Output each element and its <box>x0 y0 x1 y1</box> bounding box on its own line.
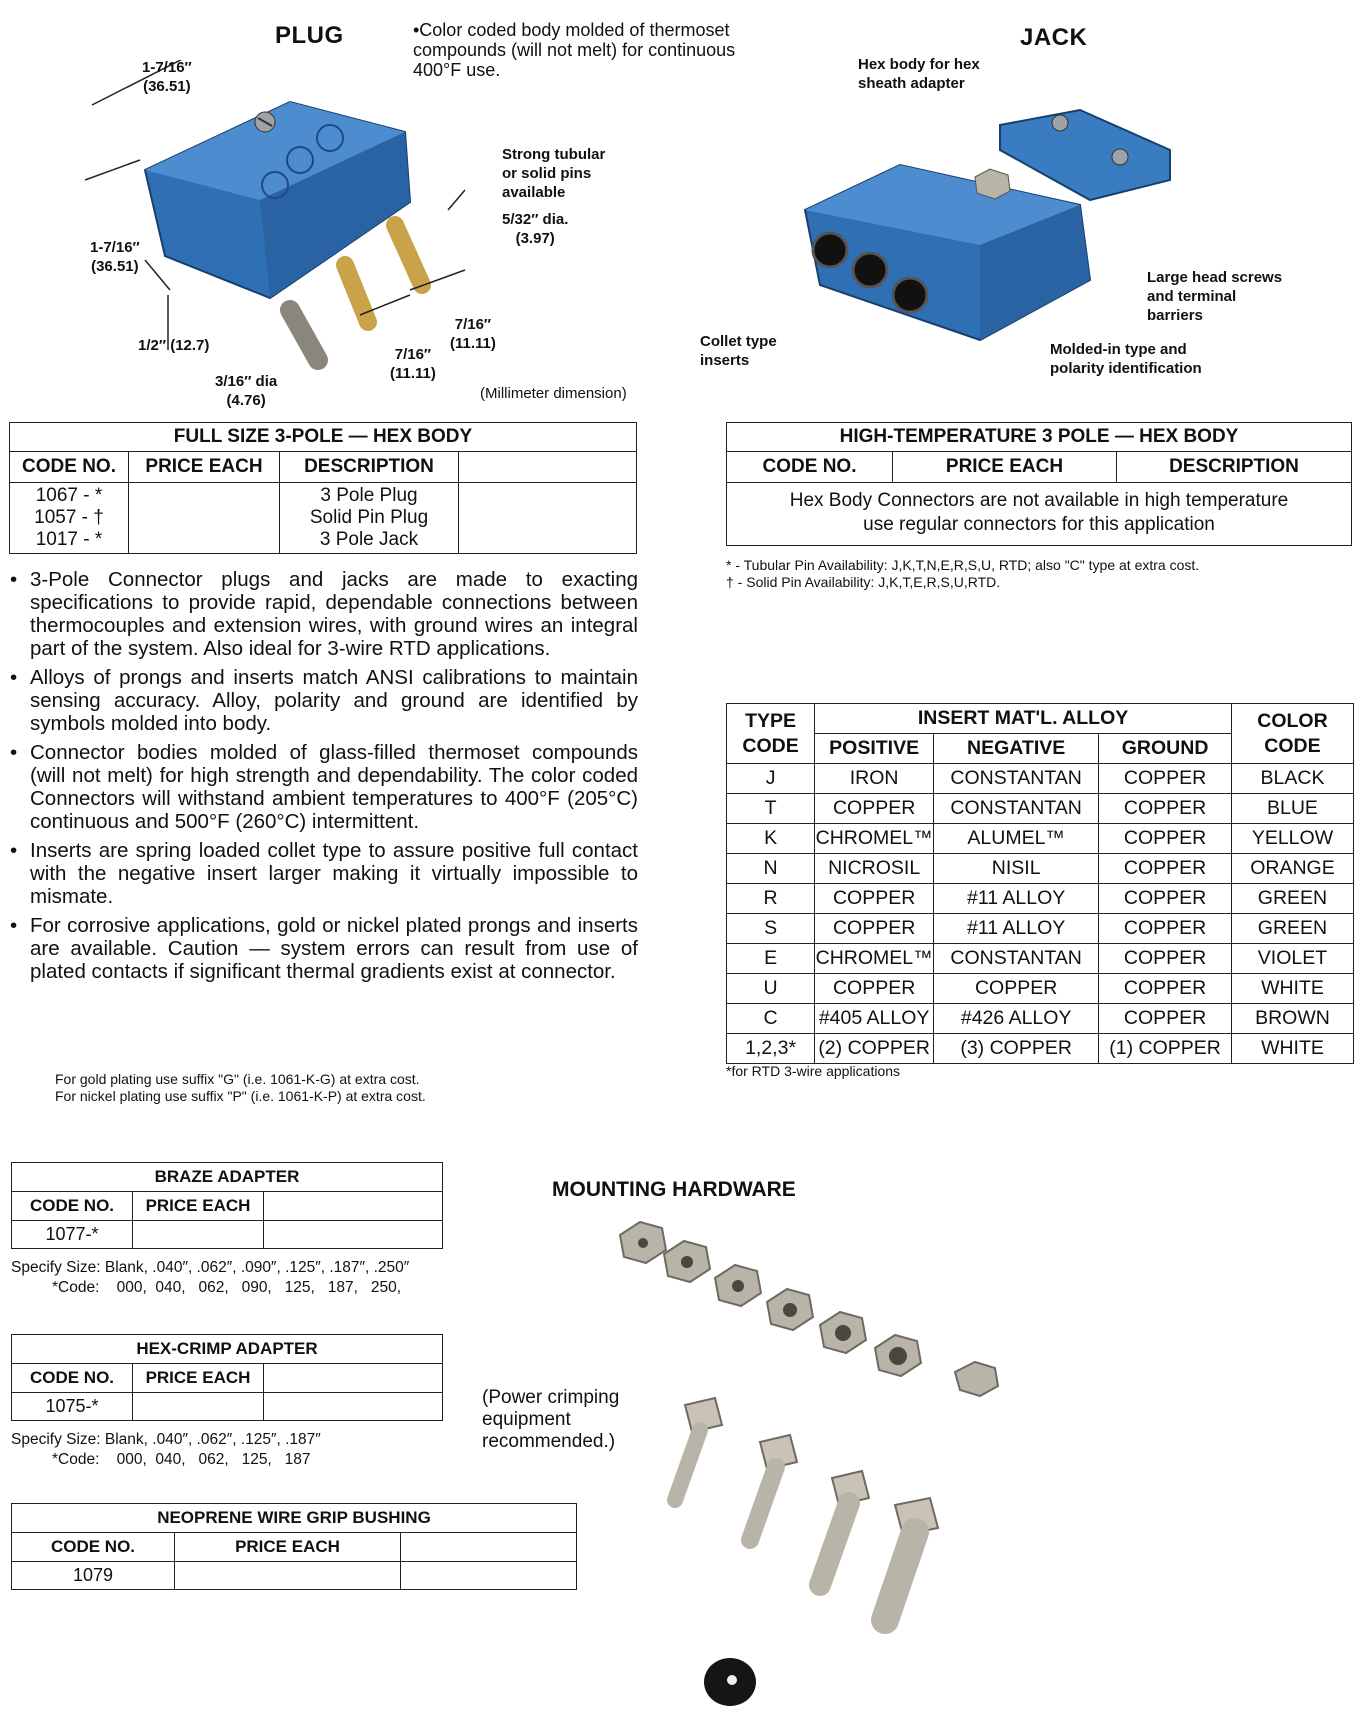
col-empty <box>401 1533 577 1562</box>
plug-pin <box>290 310 318 360</box>
table-row: 1,2,3* (2) COPPER (3) COPPER (1) COPPER WHITE <box>727 1034 1354 1064</box>
bullet-item: • Inserts are spring loaded collet type to assure positive full contact with the negative insert larger making it virtually impossible to mismate. <box>10 839 638 908</box>
bushing-code: 1079 <box>12 1562 175 1590</box>
ground-header: GROUND <box>1099 734 1232 764</box>
mounting-hardware-photo <box>600 1210 1120 1710</box>
bullet-item: • For corrosive applications, gold or nickel plated prongs and inserts are available. Caution — system errors can result from use of plated contacts if significant thermal gradients exist at connector. <box>10 914 638 983</box>
table-row: K CHROMEL™ ALUMEL™ COPPER YELLOW <box>727 824 1354 854</box>
col-price: PRICE EACH <box>175 1533 401 1562</box>
col-description: DESCRIPTION <box>1117 452 1352 483</box>
col-description: DESCRIPTION <box>280 452 459 483</box>
plug-pin <box>395 225 422 285</box>
hex-crimp-title: HEX-CRIMP ADAPTER <box>12 1335 443 1364</box>
bullet-item: • Alloys of prongs and inserts match ANSI calibrations to maintain sensing accuracy. Alloy, polarity and ground are identified by symbols molded into body. <box>10 666 638 735</box>
negative-header: NEGATIVE <box>934 734 1099 764</box>
table-row: R COPPER #11 ALLOY COPPER GREEN <box>727 884 1354 914</box>
table-row: J IRON CONSTANTAN COPPER BLACK <box>727 764 1354 794</box>
high-temp-title: HIGH-TEMPERATURE 3 POLE — HEX BODY <box>727 423 1352 452</box>
braze-adapter-table <box>11 1162 443 1249</box>
dim-spacing-b: 7/16″ (11.11) <box>450 316 496 352</box>
alloy-footnote: *for RTD 3-wire applications <box>726 1063 901 1079</box>
empty-cell <box>459 483 637 554</box>
bullet-item: • Connector bodies molded of glass-filled thermoset compounds (will not melt) for high strength and dependability. The color coded Connectors will withstand ambient temperatures to 400°F (205°C) continuous and 500°F (260°C) intermittent. <box>10 741 638 833</box>
dim-spacing-a: 7/16″ (11.11) <box>390 346 436 382</box>
hex-crimp-code: 1075-* <box>12 1393 133 1421</box>
price-cell <box>133 1393 264 1421</box>
jack-cover <box>1000 110 1170 200</box>
footnote-solid: † - Solid Pin Availability: J,K,T,E,R,S,U,RTD. <box>726 574 1001 590</box>
hex-crimp-code-line: *Code: 000, 040, 062, 125, 187 <box>52 1451 311 1468</box>
col-code: CODE NO. <box>727 452 893 483</box>
col-price: PRICE EACH <box>893 452 1117 483</box>
price-cell <box>129 483 280 554</box>
jack-insert <box>813 233 847 267</box>
bushing-table <box>11 1503 577 1590</box>
nickel-plating-note: For nickel plating use suffix "P" (i.e. 1061-K-P) at extra cost. <box>55 1088 426 1104</box>
plug-feature-note: •Color coded body molded of thermoset compounds (will not melt) for continuous 400°F use. <box>413 20 736 80</box>
dim-height: 1/2″ (12.7) <box>138 337 210 354</box>
full-size-title: FULL SIZE 3-POLE — HEX BODY <box>10 423 637 452</box>
hex-crimp-size-line: Specify Size: Blank, .040″, .062″, .125″, .187″ <box>11 1431 321 1448</box>
insert-header: INSERT MAT'L. ALLOY <box>815 704 1232 734</box>
mm-note: (Millimeter dimension) <box>480 385 627 402</box>
col-empty <box>459 452 637 483</box>
table-row: N NICROSIL NISIL COPPER ORANGE <box>727 854 1354 884</box>
col-code: CODE NO. <box>12 1364 133 1393</box>
col-price: PRICE EACH <box>133 1192 264 1221</box>
table-row: U COPPER COPPER COPPER WHITE <box>727 974 1354 1004</box>
col-empty <box>264 1364 443 1393</box>
callout-pins: Strong tubular or solid pins available <box>502 146 606 201</box>
callout-screws: Large head screws and terminal barriers <box>1147 269 1283 324</box>
alloy-table <box>726 703 1354 1064</box>
col-empty <box>264 1192 443 1221</box>
empty-cell <box>264 1393 443 1421</box>
col-code: CODE NO. <box>10 452 129 483</box>
jack-title: JACK <box>1020 24 1088 51</box>
callout-collet: Collet type inserts <box>700 333 777 369</box>
braze-size-line: Specify Size: Blank, .040″, .062″, .090″, .125″, .187″, .250″ <box>11 1259 410 1276</box>
price-cell <box>133 1221 264 1249</box>
braze-code: 1077-* <box>12 1221 133 1249</box>
bullet-item: • 3-Pole Connector plugs and jacks are made to exacting specifications to provide rapid, dependable connections between thermocouples and extension wires, with ground wires an integral part of the system. Also ideal for 3-wire RTD applications. <box>10 568 638 660</box>
jack-insert <box>893 278 927 312</box>
dim-pin-dia: 3/16″ dia (4.76) <box>215 373 278 409</box>
hex-crimp-table <box>11 1334 443 1421</box>
col-code: CODE NO. <box>12 1192 133 1221</box>
code-cell: 1067 - * 1057 - † 1017 - * <box>10 483 129 554</box>
braze-title: BRAZE ADAPTER <box>12 1163 443 1192</box>
plug-illustration <box>70 60 490 370</box>
plug-title: PLUG <box>275 22 344 49</box>
hex-nut <box>955 1362 998 1396</box>
empty-cell <box>401 1562 577 1590</box>
callout-hex-body: Hex body for hex sheath adapter <box>858 56 980 92</box>
type-code-header: TYPE CODE <box>727 704 815 764</box>
callout-molded: Molded-in type and polarity identification <box>1050 341 1202 377</box>
dim-pin-tip-dia: 5/32″ dia. (3.97) <box>502 211 569 247</box>
footnote-tubular: * - Tubular Pin Availability: J,K,T,N,E,R,S,U, RTD; also "C" type at extra cost. <box>726 557 1200 573</box>
jack-illustration <box>790 95 1180 355</box>
braze-code-line: *Code: 000, 040, 062, 090, 125, 187, 250, <box>52 1279 401 1296</box>
positive-header: POSITIVE <box>815 734 934 764</box>
col-price: PRICE EACH <box>133 1364 264 1393</box>
dim-top-width: 1-7/16″ (36.51) <box>142 59 192 95</box>
table-row: E CHROMEL™ CONSTANTAN COPPER VIOLET <box>727 944 1354 974</box>
col-code: CODE NO. <box>12 1533 175 1562</box>
dim-side-width: 1-7/16″ (36.51) <box>90 239 140 275</box>
full-size-table <box>9 422 637 554</box>
table-row: T COPPER CONSTANTAN COPPER BLUE <box>727 794 1354 824</box>
table-row: S COPPER #11 ALLOY COPPER GREEN <box>727 914 1354 944</box>
jack-insert <box>853 253 887 287</box>
feature-bullets <box>8 568 638 989</box>
high-temp-table <box>726 422 1352 546</box>
mounting-title: MOUNTING HARDWARE <box>552 1178 796 1201</box>
empty-cell <box>264 1221 443 1249</box>
high-temp-note: Hex Body Connectors are not available in high temperature use regular connectors for this application <box>727 483 1352 546</box>
table-row: C #405 ALLOY #426 ALLOY COPPER BROWN <box>727 1004 1354 1034</box>
bushing-title: NEOPRENE WIRE GRIP BUSHING <box>12 1504 577 1533</box>
price-cell <box>175 1562 401 1590</box>
col-price: PRICE EACH <box>129 452 280 483</box>
crimp-note: (Power crimping equipment recommended.) <box>482 1387 620 1452</box>
description-cell: 3 Pole Plug Solid Pin Plug 3 Pole Jack <box>280 483 459 554</box>
gold-plating-note: For gold plating use suffix "G" (i.e. 1061-K-G) at extra cost. <box>55 1071 420 1087</box>
color-code-header: COLOR CODE <box>1231 704 1353 764</box>
